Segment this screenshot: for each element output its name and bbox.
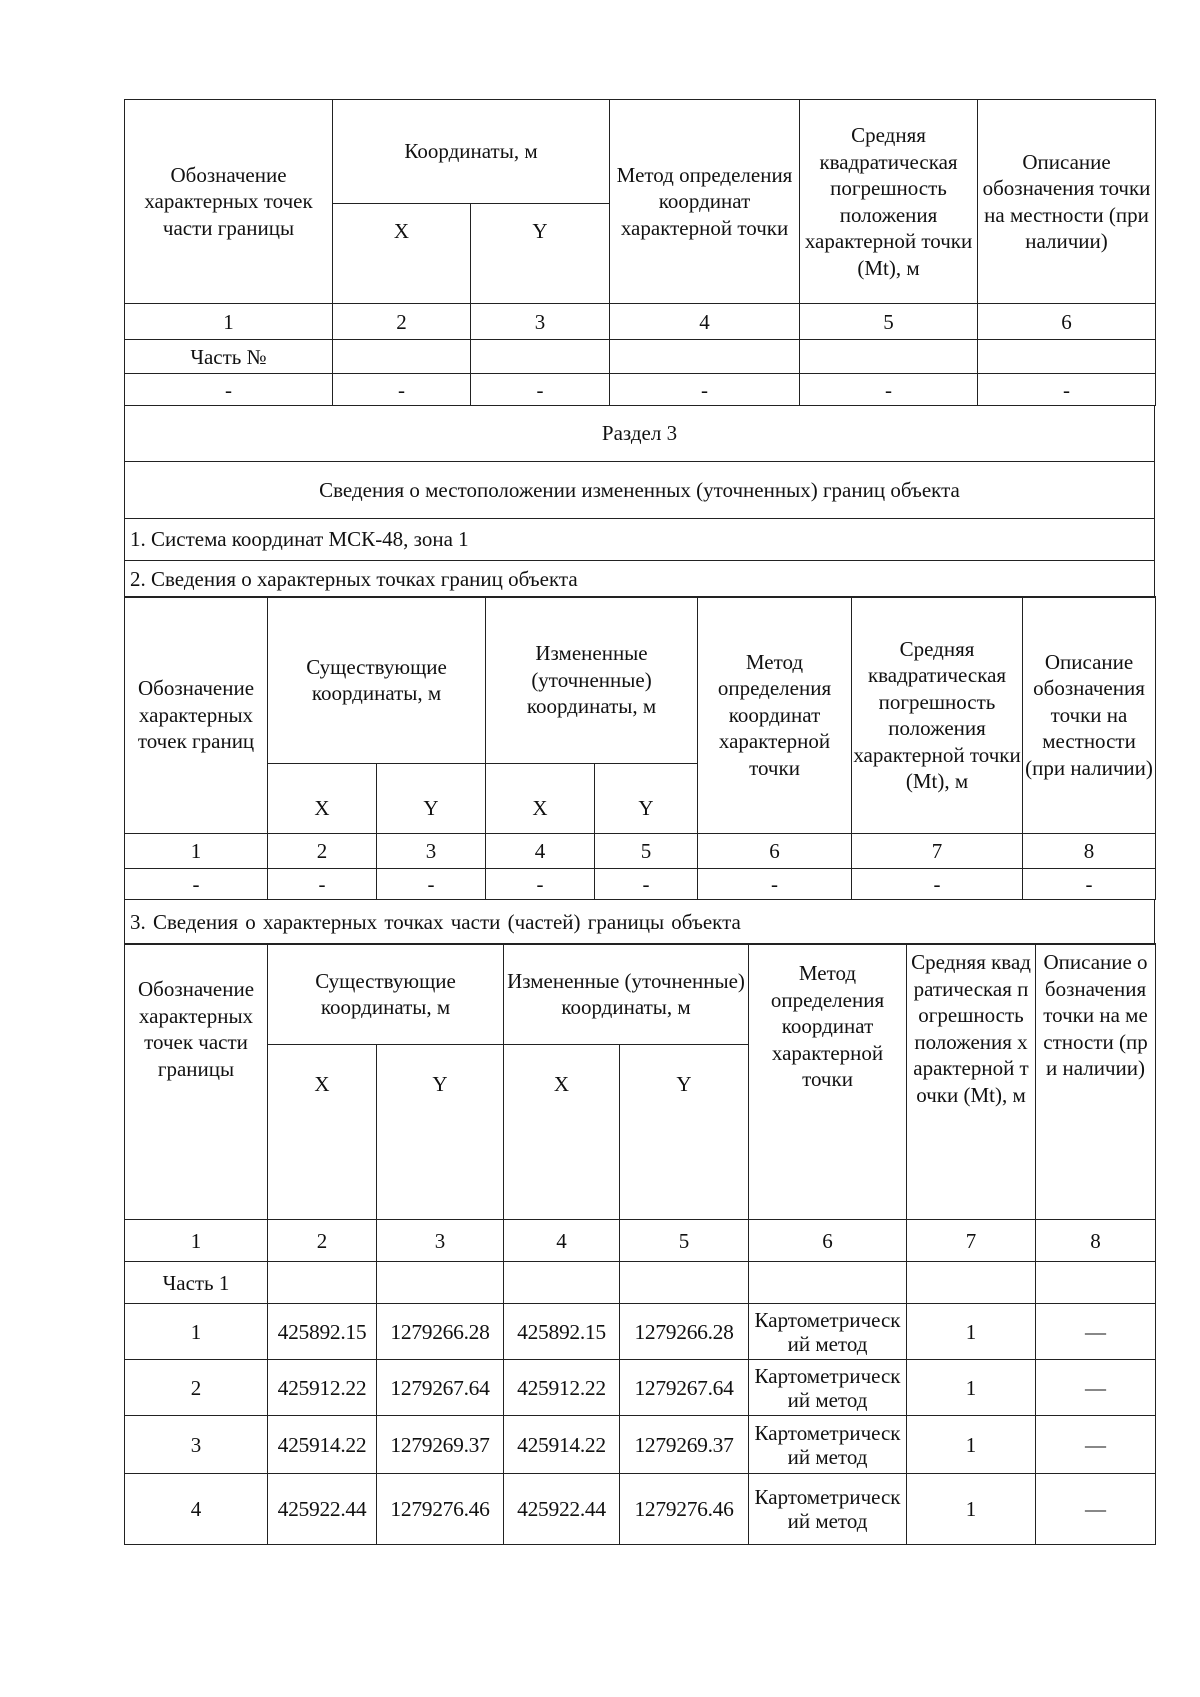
coordinate-system: 1. Система координат МСК-48, зона 1 <box>125 518 1155 560</box>
changed-x: 425914.22 <box>504 1416 620 1474</box>
col-number: 5 <box>800 304 978 340</box>
header-y: Y <box>377 1045 504 1220</box>
existing-y: 1279276.46 <box>377 1474 504 1545</box>
mse-value: 1 <box>907 1304 1036 1360</box>
dash-row <box>125 374 1156 406</box>
description-value: — <box>1036 1416 1156 1474</box>
header-designation: Обозначение характерных точек части границы <box>125 944 268 1220</box>
dash-cell: - <box>125 869 268 900</box>
point-number: 1 <box>125 1304 268 1360</box>
column-number-row <box>125 304 1156 340</box>
description-value: — <box>1036 1360 1156 1416</box>
table-row <box>125 1360 1156 1416</box>
header-description: Описание обозначения точки на местности (при наличии) <box>1036 944 1156 1220</box>
part-points-table-top <box>124 99 1156 406</box>
dash-cell: - <box>978 374 1156 406</box>
method-value: Картометрический метод <box>749 1474 907 1545</box>
col-number: 5 <box>595 834 698 869</box>
part-points-title: 3. Сведения о характерных точках части (частей) границы объекта <box>125 899 1155 944</box>
header-mse: Средняя квадратическая погрешность положения характерной точки (Mt), м <box>800 100 978 304</box>
dash-cell: - <box>1023 869 1156 900</box>
dash-cell: - <box>698 869 852 900</box>
header-y: Y <box>471 204 610 304</box>
existing-y: 1279266.28 <box>377 1304 504 1360</box>
col-number: 1 <box>125 1220 268 1262</box>
dash-cell: - <box>377 869 486 900</box>
dash-cell: - <box>125 374 333 406</box>
col-number: 2 <box>333 304 471 340</box>
changed-y: 1279267.64 <box>620 1360 749 1416</box>
header-method: Метод определения координат характерной точки <box>698 597 852 834</box>
existing-x: 425912.22 <box>268 1360 377 1416</box>
dash-cell: - <box>486 869 595 900</box>
header-x: X <box>268 764 377 834</box>
header-y: Y <box>595 764 698 834</box>
col-number: 4 <box>504 1220 620 1262</box>
part-label: Часть 1 <box>125 1262 268 1304</box>
header-description: Описание обозначения точки на местности (при наличии) <box>1023 597 1156 834</box>
header-description: Описание обозначения точки на местности (при наличии) <box>978 100 1156 304</box>
table-row <box>125 1416 1156 1474</box>
col-number: 6 <box>698 834 852 869</box>
dash-cell: - <box>852 869 1023 900</box>
col-number: 3 <box>377 1220 504 1262</box>
dash-cell: - <box>333 374 471 406</box>
col-number: 8 <box>1036 1220 1156 1262</box>
col-number: 2 <box>268 1220 377 1262</box>
col-number: 2 <box>268 834 377 869</box>
col-number: 4 <box>610 304 800 340</box>
header-existing-coords: Существующие координаты, м <box>268 597 486 764</box>
header-changed-coords: Измененные (уточненные) координаты, м <box>504 944 749 1045</box>
existing-y: 1279269.37 <box>377 1416 504 1474</box>
header-x: X <box>268 1045 377 1220</box>
point-number: 4 <box>125 1474 268 1545</box>
header-designation: Обозначение характерных точек границ <box>125 597 268 834</box>
header-x: X <box>333 204 471 304</box>
method-value: Картометрический метод <box>749 1416 907 1474</box>
header-x: X <box>504 1045 620 1220</box>
header-y: Y <box>620 1045 749 1220</box>
part-label-row <box>125 1262 1156 1304</box>
method-value: Картометрический метод <box>749 1304 907 1360</box>
header-coordinates: Координаты, м <box>333 100 610 204</box>
changed-y: 1279269.37 <box>620 1416 749 1474</box>
part-boundary-points-table <box>124 943 1156 1545</box>
section-title: Раздел 3 <box>125 405 1155 461</box>
existing-y: 1279267.64 <box>377 1360 504 1416</box>
col-number: 1 <box>125 304 333 340</box>
existing-x: 425892.15 <box>268 1304 377 1360</box>
col-number: 1 <box>125 834 268 869</box>
col-number: 3 <box>377 834 486 869</box>
part-label-row <box>125 340 1156 374</box>
mse-value: 1 <box>907 1360 1036 1416</box>
changed-x: 425922.44 <box>504 1474 620 1545</box>
column-number-row <box>125 834 1156 869</box>
description-value: — <box>1036 1304 1156 1360</box>
col-number: 6 <box>978 304 1156 340</box>
section-3-header <box>124 405 1155 598</box>
dash-cell: - <box>800 374 978 406</box>
header-changed-coords: Измененные (уточненные) координаты, м <box>486 597 698 764</box>
header-y: Y <box>377 764 486 834</box>
header-method: Метод определения координат характерной точки <box>610 100 800 304</box>
existing-x: 425914.22 <box>268 1416 377 1474</box>
col-number: 7 <box>852 834 1023 869</box>
boundary-points-title: 2. Сведения о характерных точках границ объекта <box>125 560 1155 597</box>
part-points-title-row <box>124 899 1155 945</box>
header-mse: Средняя квадратическая погрешность положения характерной точки (Mt), м <box>852 597 1023 834</box>
dash-row <box>125 869 1156 900</box>
mse-value: 1 <box>907 1474 1036 1545</box>
col-number: 4 <box>486 834 595 869</box>
header-method: Метод определения координат характерной точки <box>749 944 907 1220</box>
col-number: 3 <box>471 304 610 340</box>
point-number: 3 <box>125 1416 268 1474</box>
changed-x: 425912.22 <box>504 1360 620 1416</box>
dash-cell: - <box>268 869 377 900</box>
header-designation: Обозначение характерных точек части границы <box>125 100 333 304</box>
col-number: 5 <box>620 1220 749 1262</box>
method-value: Картометрический метод <box>749 1360 907 1416</box>
column-number-row <box>125 1220 1156 1262</box>
mse-value: 1 <box>907 1416 1036 1474</box>
col-number: 8 <box>1023 834 1156 869</box>
col-number: 6 <box>749 1220 907 1262</box>
description-value: — <box>1036 1474 1156 1545</box>
part-label: Часть № <box>125 340 333 374</box>
table-row <box>125 1474 1156 1545</box>
dash-cell: - <box>610 374 800 406</box>
header-x: X <box>486 764 595 834</box>
header-mse: Средняя квадратическая погрешность положения характерной точки (Mt), м <box>907 944 1036 1220</box>
dash-cell: - <box>471 374 610 406</box>
existing-x: 425922.44 <box>268 1474 377 1545</box>
changed-y: 1279266.28 <box>620 1304 749 1360</box>
table-row <box>125 1304 1156 1360</box>
document-frame <box>124 99 1155 1545</box>
header-existing-coords: Существующие координаты, м <box>268 944 504 1045</box>
boundary-points-table <box>124 596 1156 900</box>
dash-cell: - <box>595 869 698 900</box>
changed-y: 1279276.46 <box>620 1474 749 1545</box>
col-number: 7 <box>907 1220 1036 1262</box>
point-number: 2 <box>125 1360 268 1416</box>
changed-x: 425892.15 <box>504 1304 620 1360</box>
section-subtitle: Сведения о местоположении измененных (уточненных) границ объекта <box>125 461 1155 518</box>
